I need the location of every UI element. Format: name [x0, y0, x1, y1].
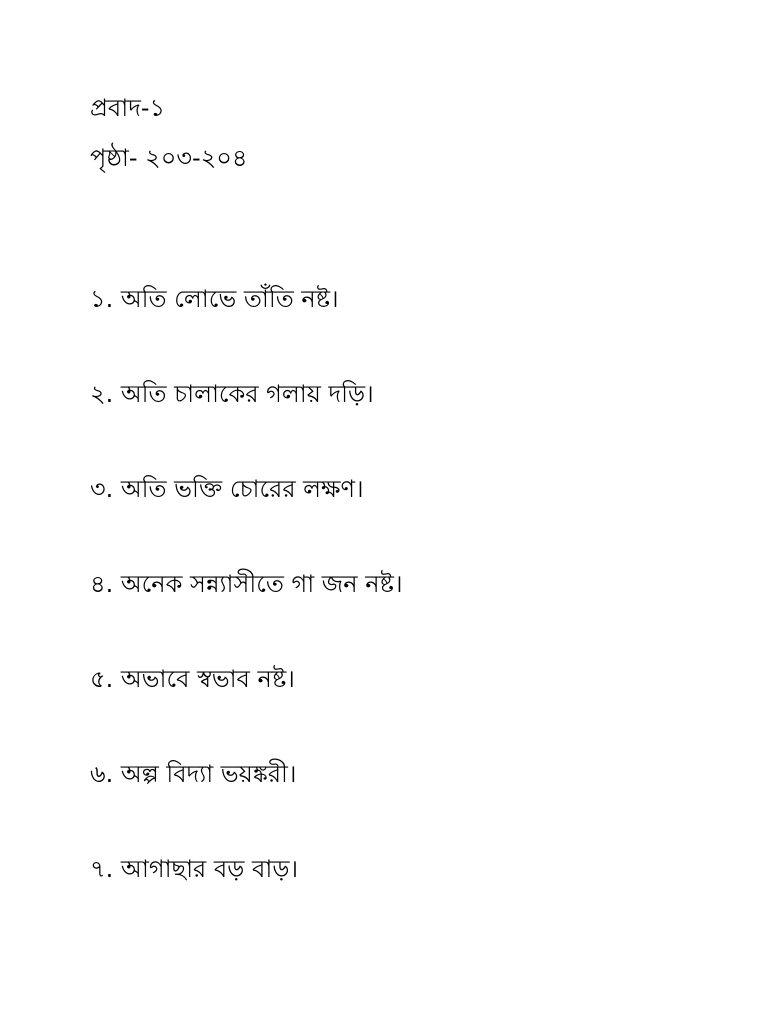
proverb-item-5: ৫. অভাবে স্বভাব নষ্ট।: [90, 665, 295, 693]
proverb-item-3: ৩. অতি ভক্তি চোরের লক্ষণ।: [90, 475, 364, 503]
proverb-list: [90, 283, 403, 948]
proverb-item-4: ৪. অনেক সন্ন্যাসীতে গা জন নষ্ট।: [90, 570, 403, 598]
document-title: প্রবাদ-১: [90, 94, 166, 122]
proverb-item-2: ২. অতি চালাকের গলায় দড়ি।: [90, 380, 374, 408]
proverb-item-1: ১. অতি লোভে তাঁতি নষ্ট।: [90, 285, 339, 313]
page-range: পৃষ্ঠা- ২০৩-২০৪: [90, 144, 248, 172]
proverb-item-7: ৭. আগাছার বড় বাড়।: [90, 855, 299, 883]
proverb-item-6: ৬. অল্প বিদ্যা ভয়ঙ্করী।: [90, 760, 297, 788]
